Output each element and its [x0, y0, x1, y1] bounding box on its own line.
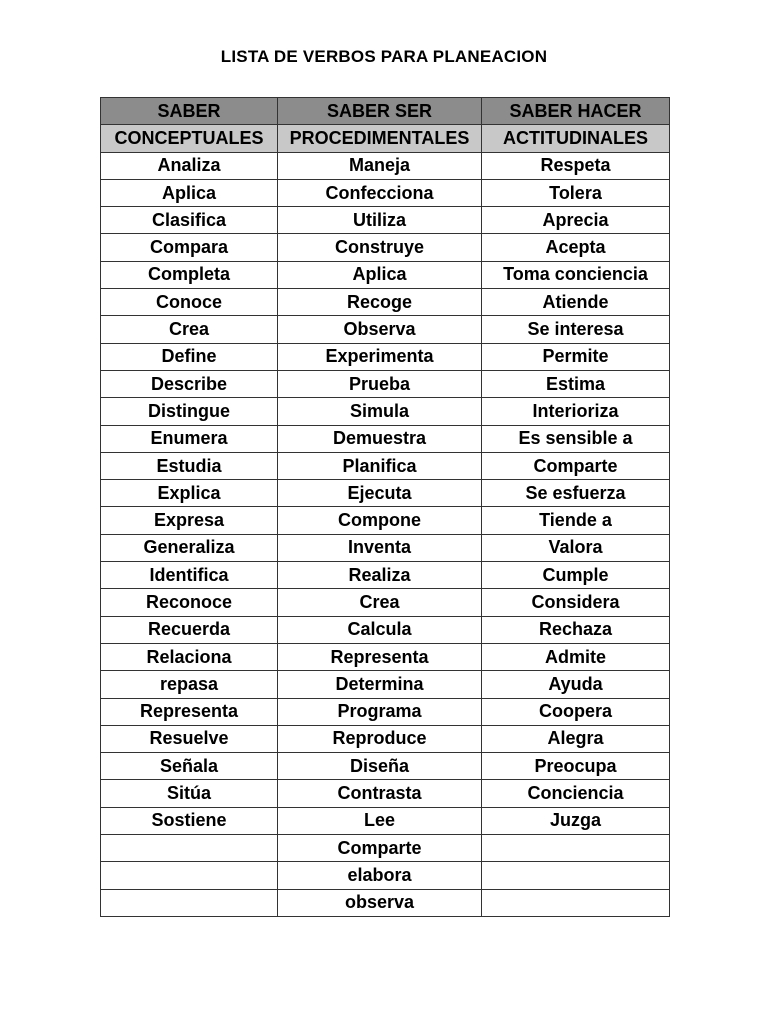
procedimental-verb-cell: Crea	[278, 589, 482, 616]
conceptual-verb-cell: Clasifica	[101, 207, 278, 234]
actitudinal-verb-cell: Interioriza	[482, 398, 670, 425]
conceptual-verb-cell: Generaliza	[101, 534, 278, 561]
table-row	[101, 862, 670, 889]
conceptual-verb-cell	[101, 862, 278, 889]
conceptual-verb-cell: Identifica	[101, 562, 278, 589]
table-row	[101, 807, 670, 834]
actitudinal-verb-cell: Alegra	[482, 725, 670, 752]
actitudinal-verb-cell: Coopera	[482, 698, 670, 725]
table-row	[101, 207, 670, 234]
conceptual-verb-cell: repasa	[101, 671, 278, 698]
procedimental-verb-cell: Simula	[278, 398, 482, 425]
actitudinal-verb-cell: Atiende	[482, 289, 670, 316]
table-row	[101, 589, 670, 616]
procedimental-verb-cell: Ejecuta	[278, 480, 482, 507]
table-row	[101, 835, 670, 862]
verb-table-body	[101, 152, 670, 916]
conceptual-verb-cell: Aplica	[101, 179, 278, 206]
header-actitudinales: ACTITUDINALES	[482, 125, 670, 152]
conceptual-verb-cell: Explica	[101, 480, 278, 507]
actitudinal-verb-cell: Tiende a	[482, 507, 670, 534]
actitudinal-verb-cell: Preocupa	[482, 753, 670, 780]
procedimental-verb-cell: observa	[278, 889, 482, 916]
procedimental-verb-cell: Utiliza	[278, 207, 482, 234]
table-row	[101, 534, 670, 561]
table-row	[101, 234, 670, 261]
actitudinal-verb-cell	[482, 835, 670, 862]
conceptual-verb-cell: Reconoce	[101, 589, 278, 616]
procedimental-verb-cell: Construye	[278, 234, 482, 261]
table-row	[101, 671, 670, 698]
procedimental-verb-cell: Comparte	[278, 835, 482, 862]
conceptual-verb-cell	[101, 889, 278, 916]
procedimental-verb-cell: Representa	[278, 643, 482, 670]
procedimental-verb-cell: Planifica	[278, 452, 482, 479]
header-conceptuales: CONCEPTUALES	[101, 125, 278, 152]
conceptual-verb-cell: Resuelve	[101, 725, 278, 752]
actitudinal-verb-cell: Rechaza	[482, 616, 670, 643]
table-row	[101, 562, 670, 589]
table-row	[101, 398, 670, 425]
actitudinal-verb-cell: Respeta	[482, 152, 670, 179]
table-row	[101, 725, 670, 752]
conceptual-verb-cell: Define	[101, 343, 278, 370]
table-row	[101, 698, 670, 725]
table-row	[101, 289, 670, 316]
procedimental-verb-cell: Contrasta	[278, 780, 482, 807]
conceptual-verb-cell: Compara	[101, 234, 278, 261]
table-row	[101, 780, 670, 807]
header-procedimentales: PROCEDIMENTALES	[278, 125, 482, 152]
verb-table	[100, 97, 670, 917]
conceptual-verb-cell: Completa	[101, 261, 278, 288]
conceptual-verb-cell: Representa	[101, 698, 278, 725]
actitudinal-verb-cell: Se esfuerza	[482, 480, 670, 507]
header-row-categories	[101, 98, 670, 125]
table-row	[101, 261, 670, 288]
actitudinal-verb-cell: Estima	[482, 370, 670, 397]
conceptual-verb-cell: Relaciona	[101, 643, 278, 670]
table-row	[101, 889, 670, 916]
table-row	[101, 343, 670, 370]
procedimental-verb-cell: Observa	[278, 316, 482, 343]
conceptual-verb-cell: Recuerda	[101, 616, 278, 643]
procedimental-verb-cell: elabora	[278, 862, 482, 889]
conceptual-verb-cell: Describe	[101, 370, 278, 397]
table-row	[101, 152, 670, 179]
procedimental-verb-cell: Programa	[278, 698, 482, 725]
table-row	[101, 425, 670, 452]
actitudinal-verb-cell	[482, 889, 670, 916]
conceptual-verb-cell	[101, 835, 278, 862]
procedimental-verb-cell: Inventa	[278, 534, 482, 561]
header-saber-ser: SABER SER	[278, 98, 482, 125]
conceptual-verb-cell: Analiza	[101, 152, 278, 179]
procedimental-verb-cell: Aplica	[278, 261, 482, 288]
table-row	[101, 507, 670, 534]
actitudinal-verb-cell: Cumple	[482, 562, 670, 589]
procedimental-verb-cell: Realiza	[278, 562, 482, 589]
actitudinal-verb-cell: Juzga	[482, 807, 670, 834]
actitudinal-verb-cell: Es sensible a	[482, 425, 670, 452]
conceptual-verb-cell: Sostiene	[101, 807, 278, 834]
actitudinal-verb-cell: Ayuda	[482, 671, 670, 698]
conceptual-verb-cell: Expresa	[101, 507, 278, 534]
table-row	[101, 643, 670, 670]
procedimental-verb-cell: Prueba	[278, 370, 482, 397]
header-saber: SABER	[101, 98, 278, 125]
actitudinal-verb-cell	[482, 862, 670, 889]
actitudinal-verb-cell: Aprecia	[482, 207, 670, 234]
procedimental-verb-cell: Lee	[278, 807, 482, 834]
procedimental-verb-cell: Confecciona	[278, 179, 482, 206]
actitudinal-verb-cell: Valora	[482, 534, 670, 561]
procedimental-verb-cell: Calcula	[278, 616, 482, 643]
actitudinal-verb-cell: Toma conciencia	[482, 261, 670, 288]
actitudinal-verb-cell: Considera	[482, 589, 670, 616]
table-row	[101, 316, 670, 343]
conceptual-verb-cell: Conoce	[101, 289, 278, 316]
procedimental-verb-cell: Compone	[278, 507, 482, 534]
actitudinal-verb-cell: Tolera	[482, 179, 670, 206]
conceptual-verb-cell: Estudia	[101, 452, 278, 479]
page-title: LISTA DE VERBOS PARA PLANEACION	[220, 47, 548, 66]
procedimental-verb-cell: Recoge	[278, 289, 482, 316]
actitudinal-verb-cell: Se interesa	[482, 316, 670, 343]
table-row	[101, 480, 670, 507]
procedimental-verb-cell: Reproduce	[278, 725, 482, 752]
conceptual-verb-cell: Enumera	[101, 425, 278, 452]
table-row	[101, 616, 670, 643]
procedimental-verb-cell: Diseña	[278, 753, 482, 780]
conceptual-verb-cell: Sitúa	[101, 780, 278, 807]
header-saber-hacer: SABER HACER	[482, 98, 670, 125]
table-row	[101, 179, 670, 206]
actitudinal-verb-cell: Acepta	[482, 234, 670, 261]
conceptual-verb-cell: Distingue	[101, 398, 278, 425]
procedimental-verb-cell: Demuestra	[278, 425, 482, 452]
actitudinal-verb-cell: Comparte	[482, 452, 670, 479]
table-row	[101, 370, 670, 397]
table-row	[101, 452, 670, 479]
table-row	[101, 753, 670, 780]
procedimental-verb-cell: Maneja	[278, 152, 482, 179]
procedimental-verb-cell: Experimenta	[278, 343, 482, 370]
conceptual-verb-cell: Crea	[101, 316, 278, 343]
actitudinal-verb-cell: Conciencia	[482, 780, 670, 807]
actitudinal-verb-cell: Admite	[482, 643, 670, 670]
procedimental-verb-cell: Determina	[278, 671, 482, 698]
conceptual-verb-cell: Señala	[101, 753, 278, 780]
header-row-types	[101, 125, 670, 152]
actitudinal-verb-cell: Permite	[482, 343, 670, 370]
